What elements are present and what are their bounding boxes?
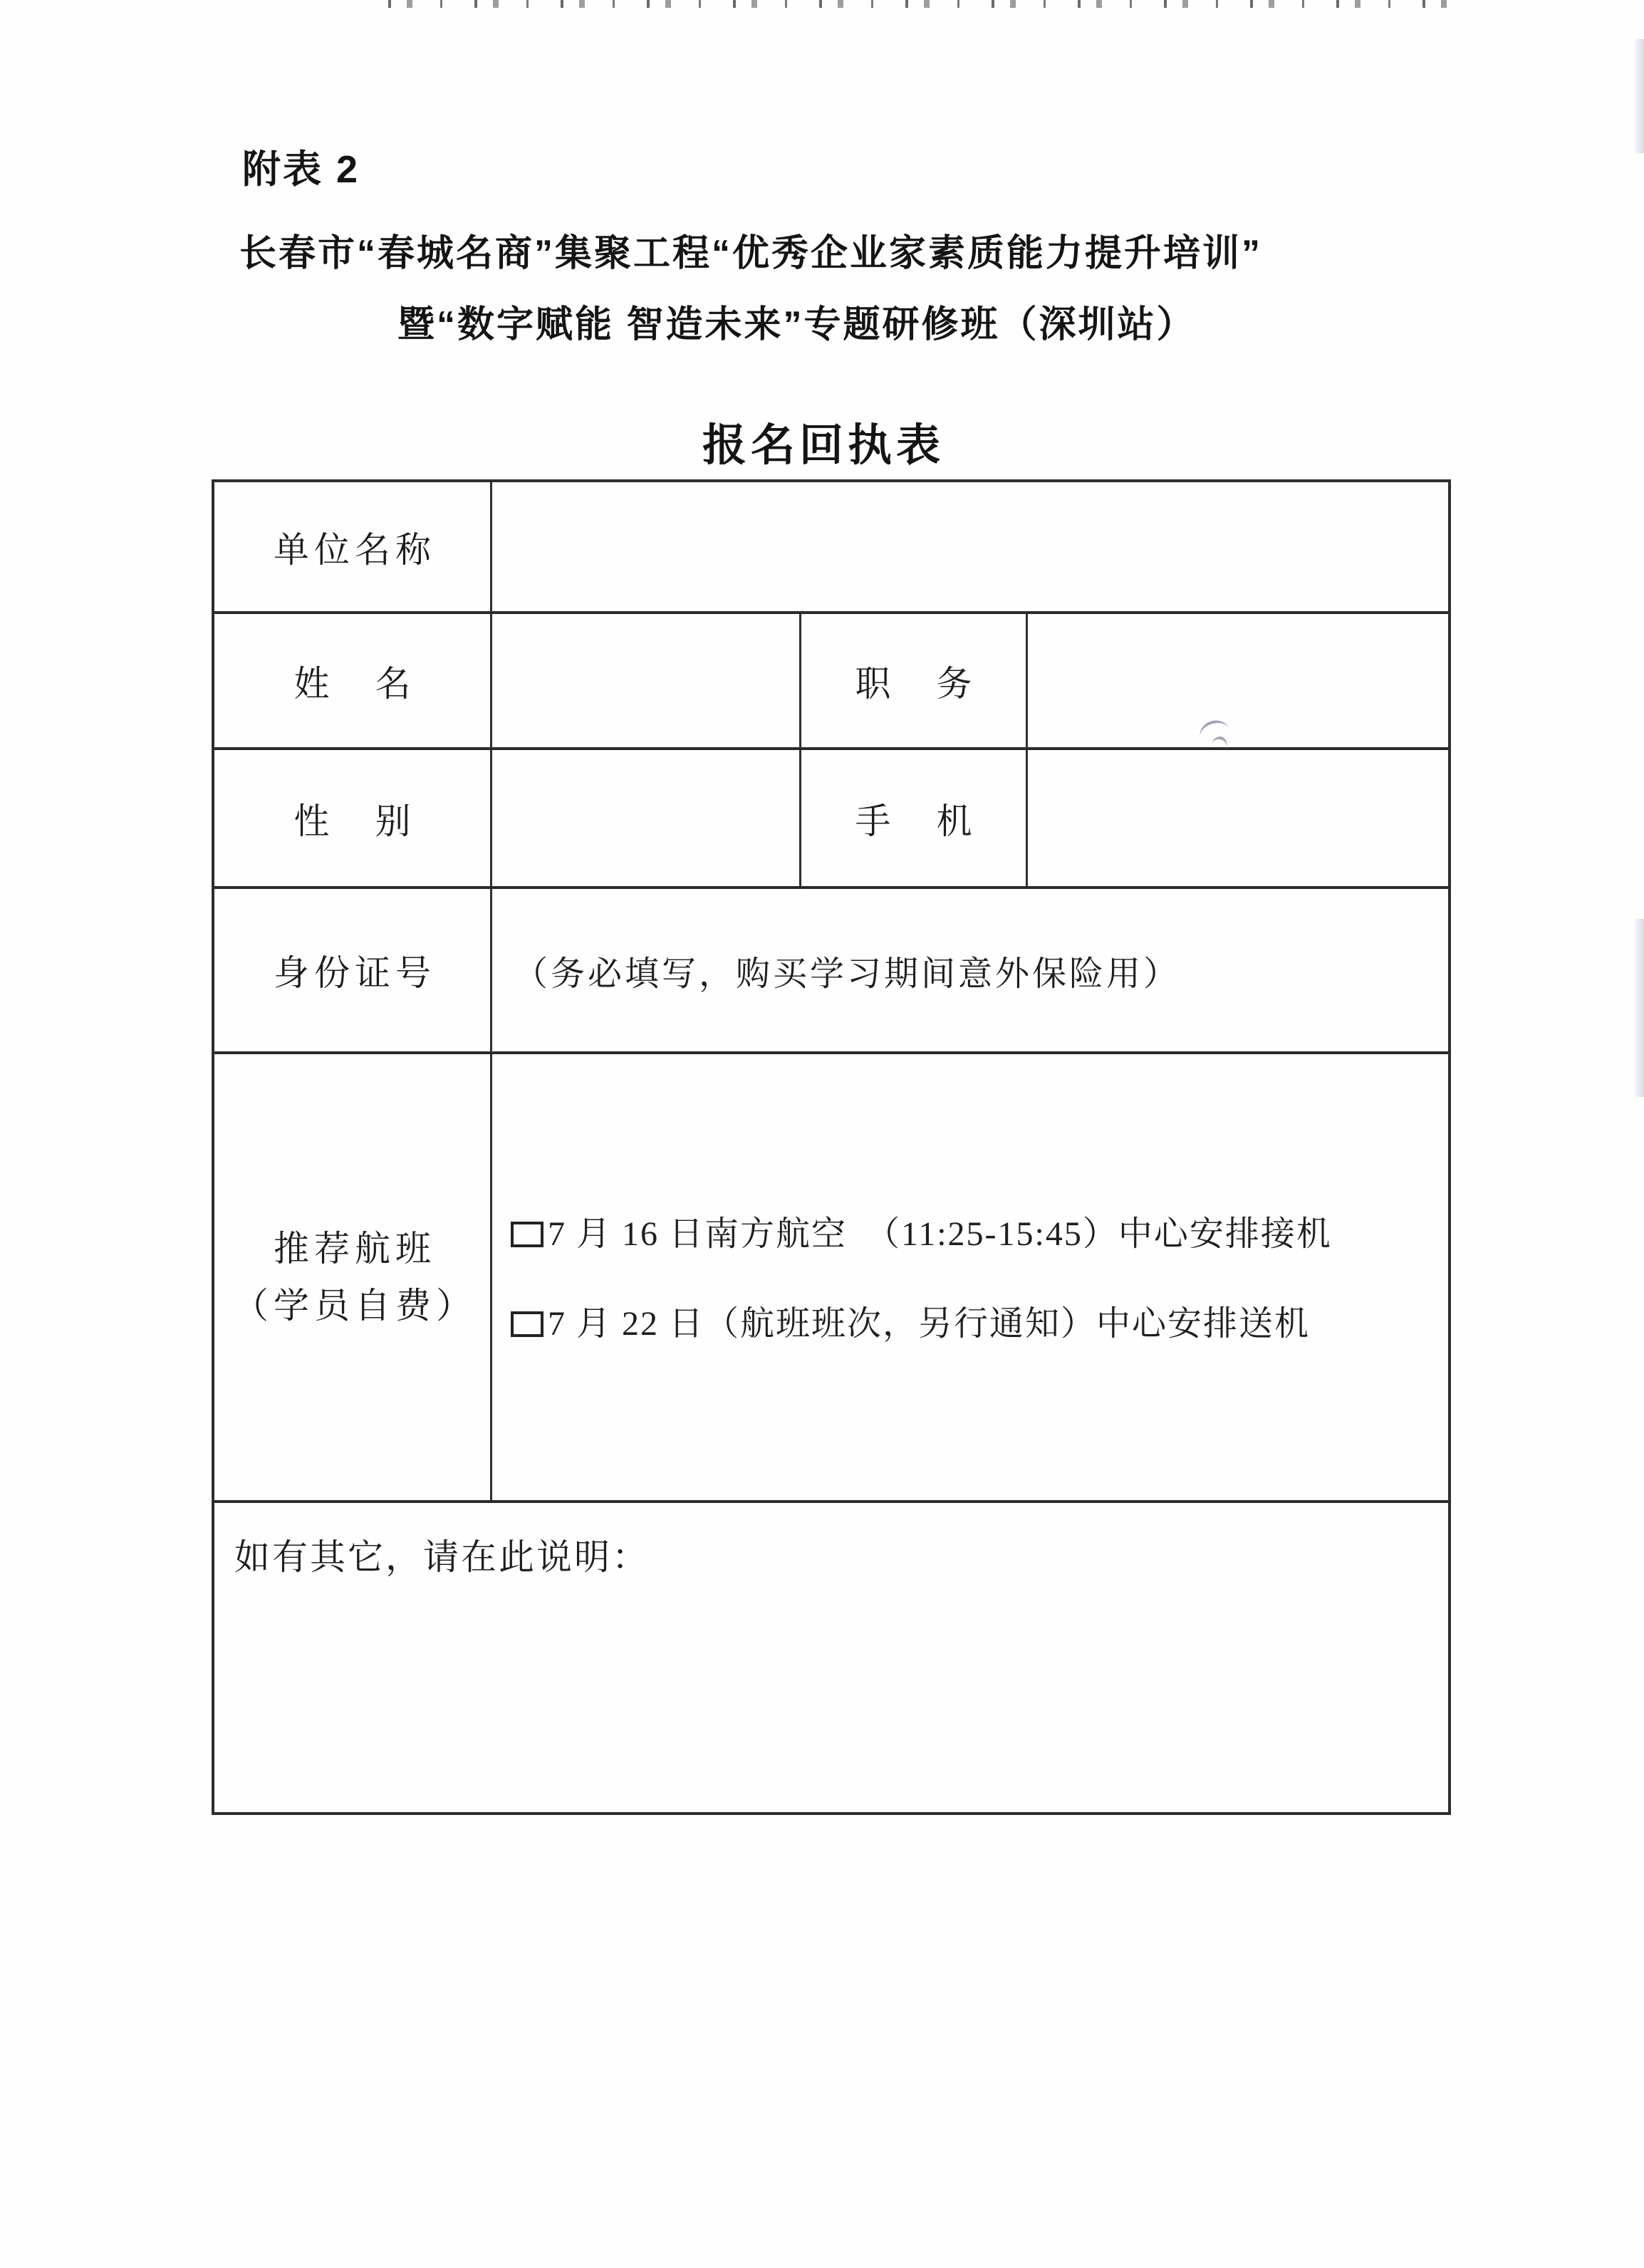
appendix-label: 附表 2 [242,148,360,191]
flight-option-2 [511,1304,1448,1344]
document-title-line2: 暨“数字赋能 智造未来”专题研修班（深圳站） [397,304,1196,345]
recommended-flight-label-line1: 推荐航班 [274,1229,436,1269]
name-label: 姓 名 [214,614,492,750]
registration-form-table [212,479,1451,1815]
position-label: 职 务 [801,614,1028,750]
scan-edge-smear [1633,39,1644,153]
id-number-label: 身份证号 [214,889,492,1054]
name-input-cell[interactable] [492,614,801,750]
scanner-edge-artifact [388,0,1464,8]
flight-option-2-text: 7 月 22 日（航班班次，另行通知）中心安排送机 [548,1305,1311,1343]
mobile-input-cell[interactable] [1028,750,1448,889]
recommended-flight-label-line2: （学员自费） [233,1286,477,1326]
gender-input-cell[interactable] [492,750,801,889]
other-notes-label: 如有其它，请在此说明： [234,1537,650,1577]
empty-checkbox-icon[interactable] [511,1222,543,1247]
recommended-flight-label [214,1054,492,1503]
id-number-input-cell[interactable] [492,889,1448,1054]
gender-label: 性 别 [214,750,492,889]
flight-options-cell [492,1054,1448,1503]
document-title-line1: 长春市“春城名商”集聚工程“优秀企业家素质能力提升培训” [239,233,1263,274]
id-number-note: （务必填写，购买学习期间意外保险用） [514,954,1181,993]
scan-edge-smear [1633,919,1644,1097]
unit-name-label: 单位名称 [214,482,492,614]
other-notes-cell[interactable] [214,1503,1448,1812]
mobile-label: 手 机 [801,750,1028,889]
unit-name-input-cell[interactable] [492,482,1448,614]
flight-option-1-text: 7 月 16 日南方航空 （11:25-15:45）中心安排接机 [548,1215,1332,1253]
empty-checkbox-icon[interactable] [511,1311,543,1337]
position-input-cell[interactable] [1028,614,1448,750]
flight-option-1 [511,1214,1448,1254]
form-title: 报名回执表 [702,421,945,470]
